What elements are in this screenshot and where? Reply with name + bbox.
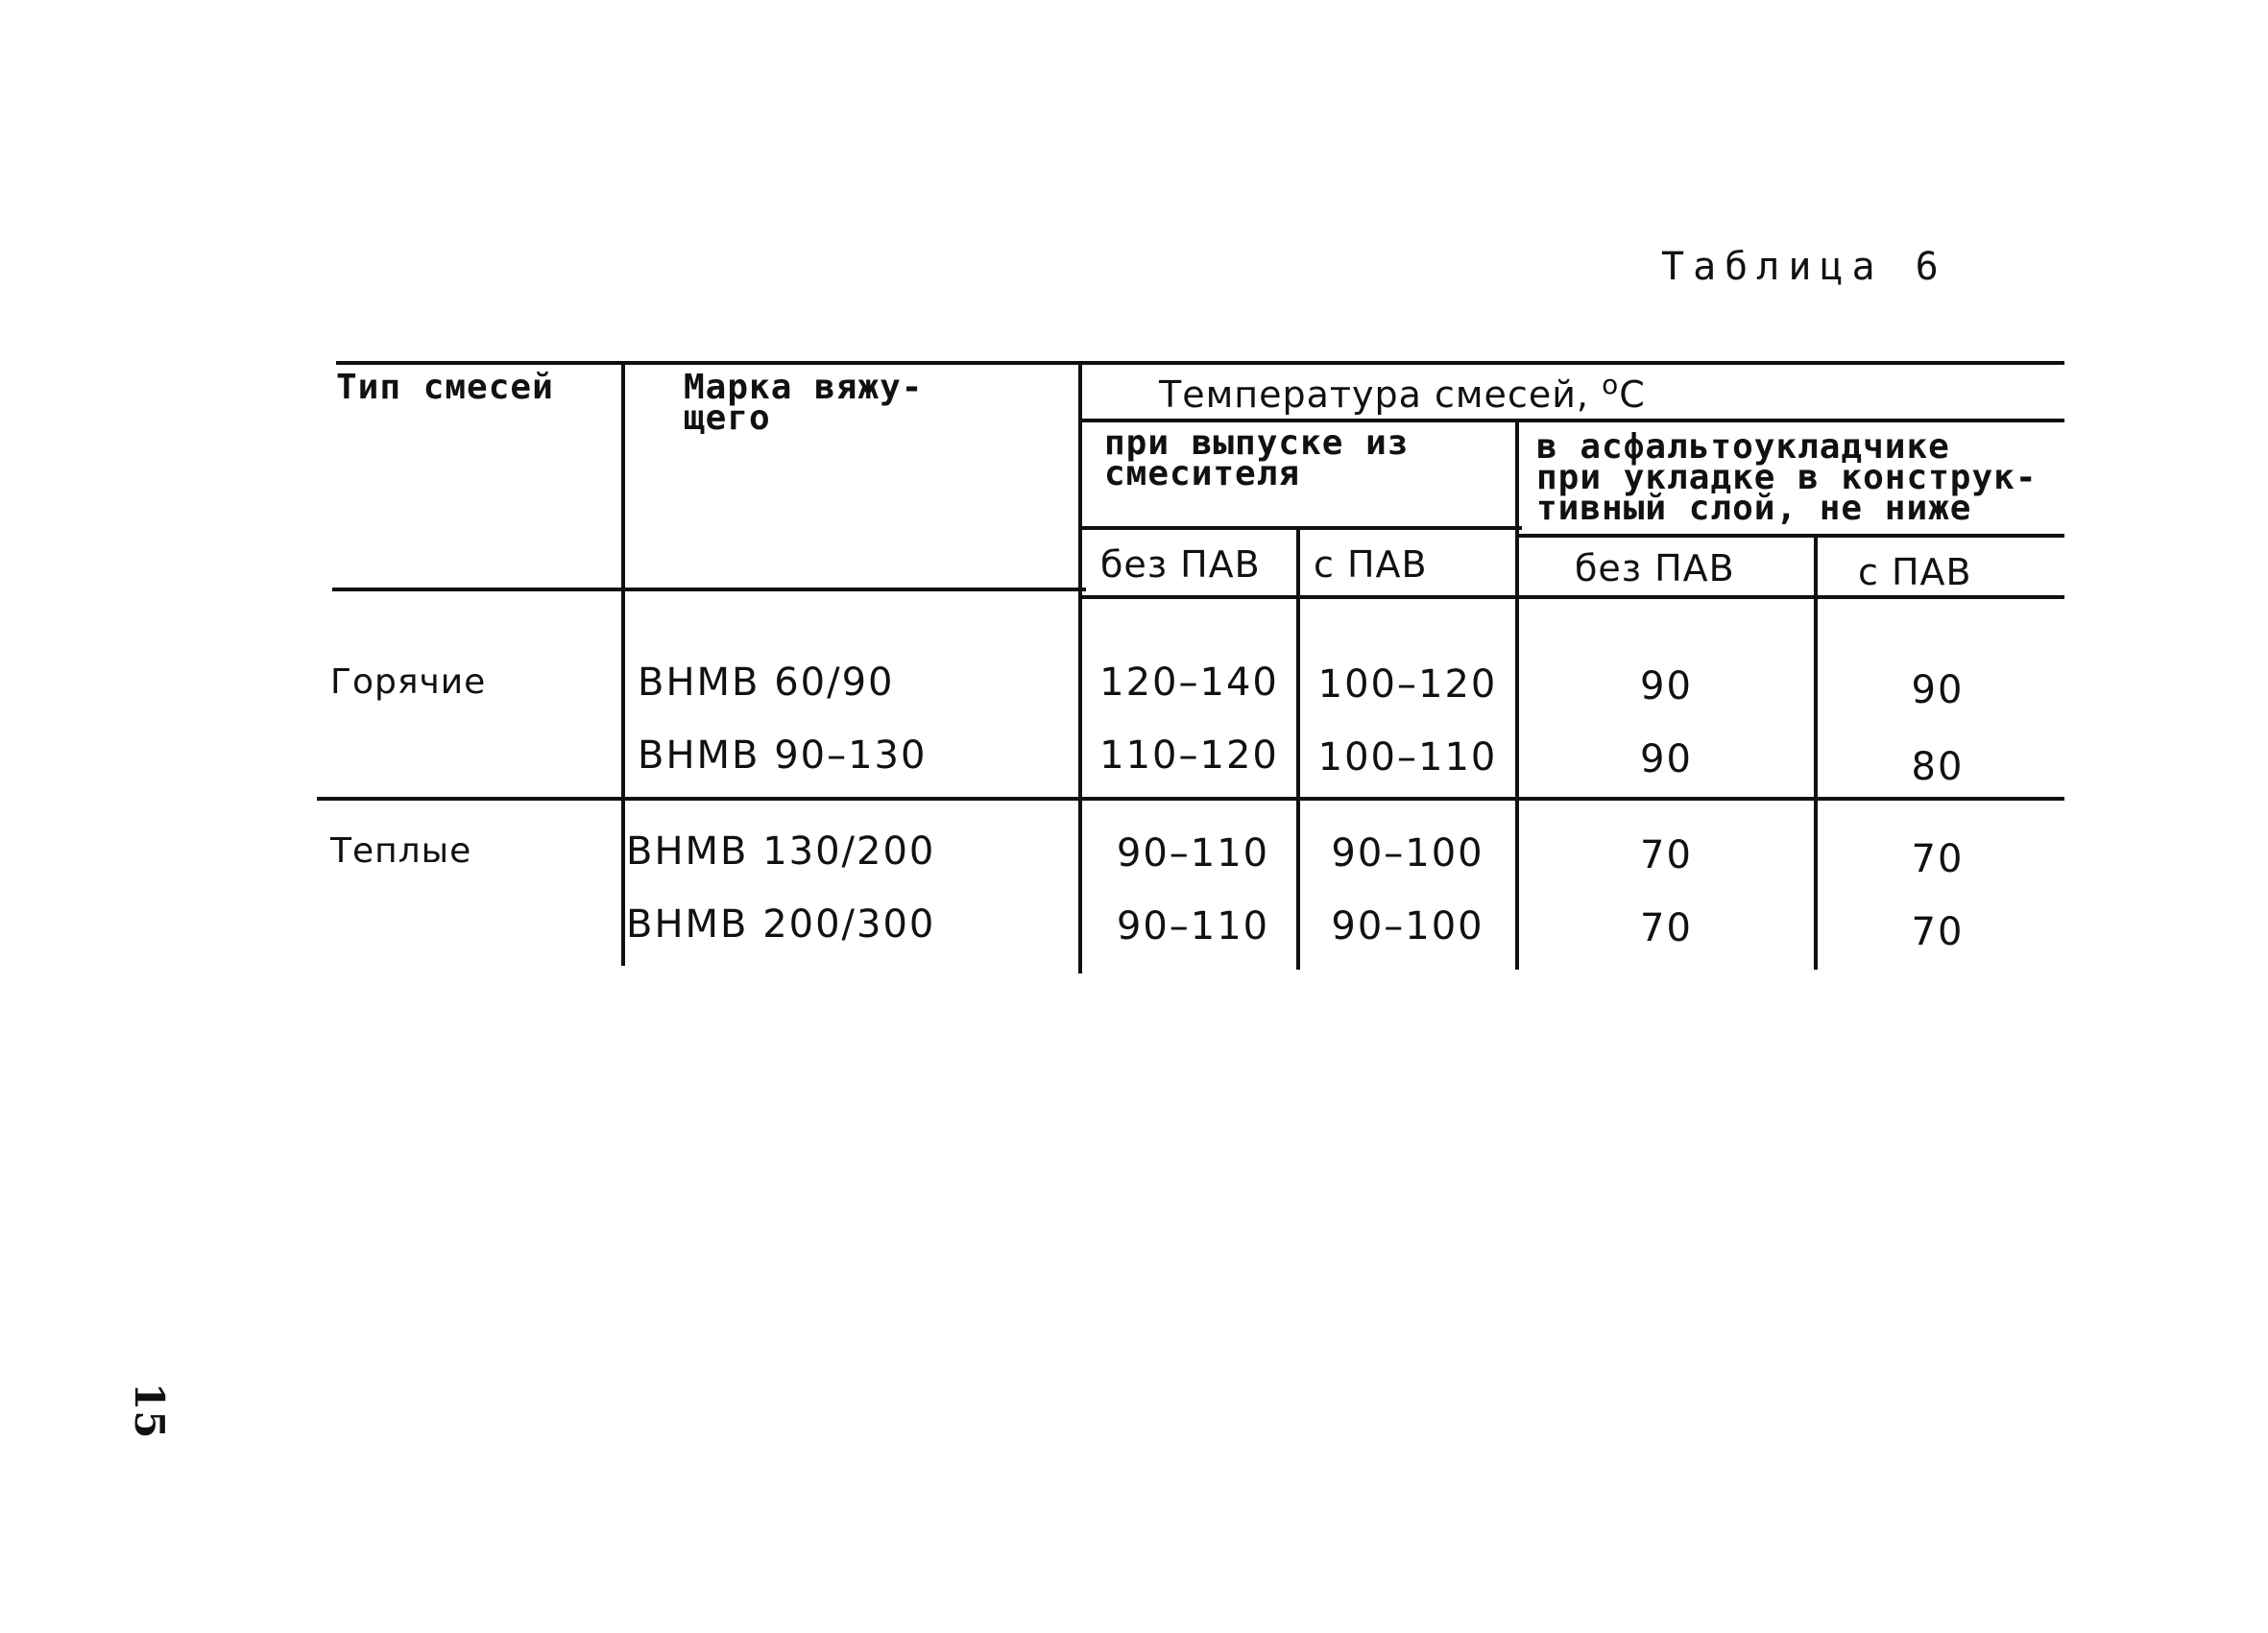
cell-paver-with: 70 <box>1911 837 1965 881</box>
group-separator-rule <box>317 797 2064 801</box>
header-release-line2: смесителя <box>1104 454 1301 493</box>
cell-paver-with: 90 <box>1911 668 1965 712</box>
cell-binder: ВНМВ 200/300 <box>626 902 936 947</box>
cell-release-without: 90–110 <box>1116 831 1270 876</box>
group-type-hot: Горячие <box>330 662 487 702</box>
temperature-header-rule <box>1082 419 2064 422</box>
header-binder-line2: щего <box>684 398 771 438</box>
cell-binder: ВНМВ 90–130 <box>638 733 928 778</box>
header-release-line1: при выпуске из <box>1104 423 1410 463</box>
cell-binder: ВНМВ 60/90 <box>638 660 895 705</box>
header-paver-line1: в асфальтоукладчике <box>1536 427 1950 467</box>
header-binder-line1: Марка вяжу- <box>684 368 924 407</box>
cell-release-with: 100–110 <box>1317 735 1498 780</box>
subheader-release-with: с ПАВ <box>1314 543 1428 586</box>
cell-paver-with: 70 <box>1911 910 1965 954</box>
header-bottom-rule-left <box>332 588 1086 591</box>
cell-paver-without: 90 <box>1640 664 1693 708</box>
header-bottom-rule-right <box>1082 595 2064 599</box>
group-type-warm: Теплые <box>330 831 472 871</box>
cell-release-without: 120–140 <box>1099 660 1279 705</box>
header-temperature: Температура смесей, $^o$C <box>1159 369 1646 416</box>
cell-release-with: 90–100 <box>1331 904 1484 949</box>
cell-release-without: 110–120 <box>1099 733 1279 778</box>
header-paver-line2: при укладке в конструк- <box>1536 458 2038 497</box>
table-title: Таблица 6 <box>1661 245 1947 289</box>
cell-release-with: 90–100 <box>1331 831 1484 876</box>
column-rule-binder <box>621 361 625 966</box>
cell-paver-with: 80 <box>1911 745 1965 789</box>
subheader-rule-release <box>1082 526 1522 530</box>
cell-paver-without: 70 <box>1640 906 1693 950</box>
table-top-rule <box>336 361 2064 365</box>
subheader-paver-with: с ПАВ <box>1858 551 1972 593</box>
subheader-paver-without: без ПАВ <box>1575 547 1735 589</box>
header-paver-line3: тивный слой, не ниже <box>1536 489 1972 528</box>
cell-binder: ВНМВ 130/200 <box>626 829 936 874</box>
page-number: 15 <box>126 1382 173 1439</box>
cell-paver-without: 70 <box>1640 833 1693 877</box>
cell-paver-without: 90 <box>1640 737 1693 781</box>
cell-release-with: 100–120 <box>1317 662 1498 707</box>
subheader-release-without: без ПАВ <box>1100 543 1261 586</box>
header-mix-type: Тип смесей <box>336 368 554 407</box>
cell-release-without: 90–110 <box>1116 904 1270 949</box>
subheader-rule-paver <box>1517 534 2064 538</box>
